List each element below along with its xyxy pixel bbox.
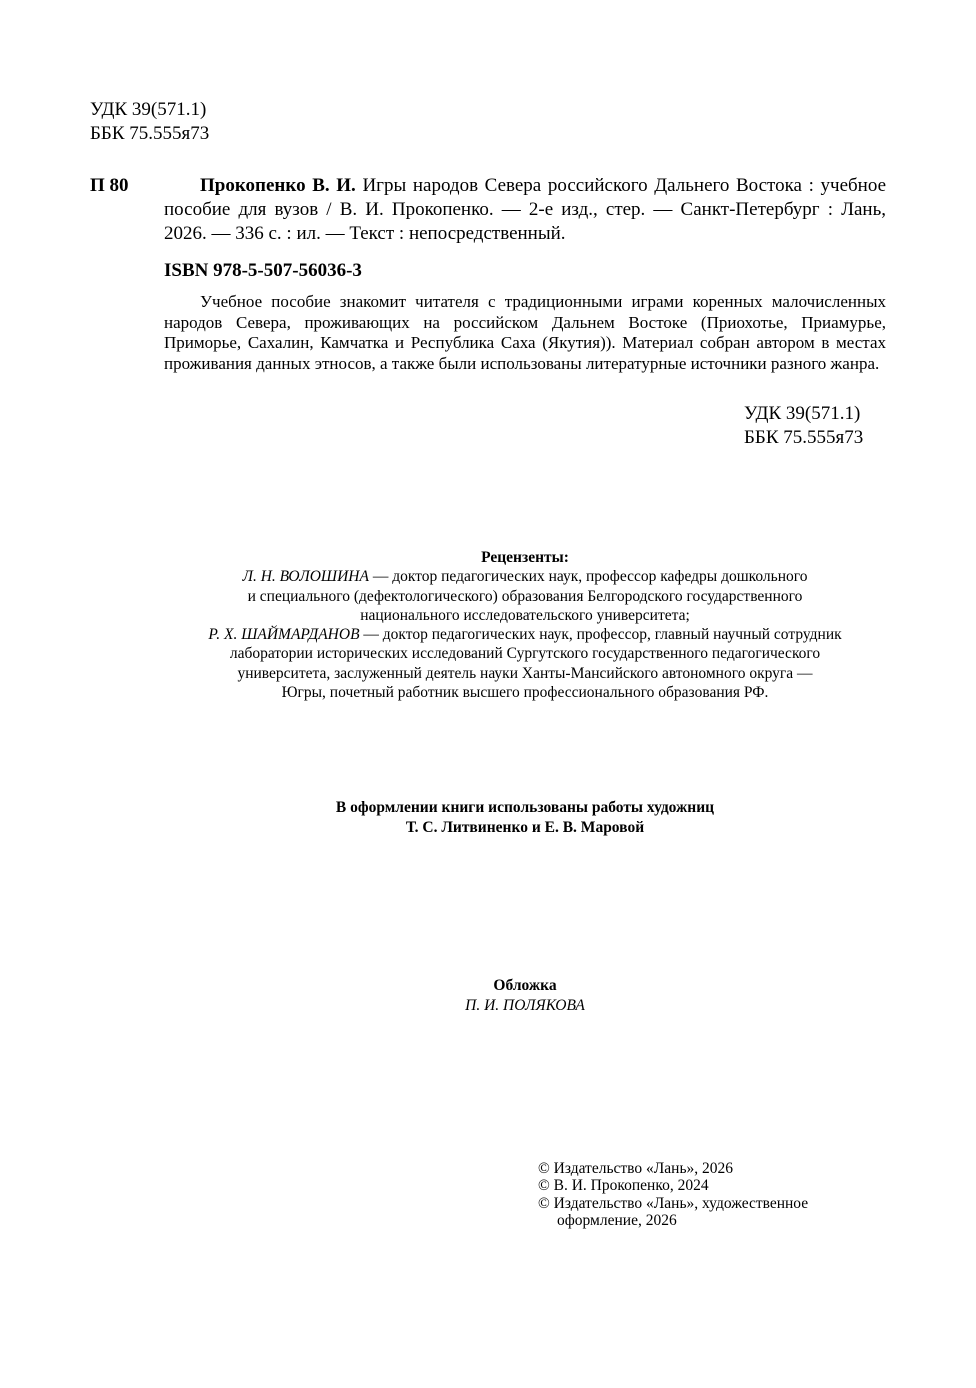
isbn: ISBN 978-5-507-56036-3: [164, 260, 362, 281]
reviewer-1-line: и специального (дефектологического) образования Белгородского государственного: [247, 587, 803, 605]
reviewer-2-line: университета, заслуженный деятель науки Ханты-Мансийского автономного округа —: [237, 664, 813, 682]
reviewer-1-desc: — доктор педагогических наук, профессор кафедры дошкольного: [368, 568, 808, 586]
classification-codes-top: [90, 98, 209, 146]
biblio-author: Прокопенко В. И.: [200, 175, 356, 196]
copyright-line: © Издательство «Лань», 2026: [538, 1160, 734, 1177]
annotation: Учебное пособие знакомит читателя с традиционными играми коренных малочисленных народов Севера, проживающих на российском Дальнем Востоке (Приохотье, Приамурье, Приморье, Сахалин, Камчатка и Республика Саха (Якутия)). Материал собран автором в местах проживания данных этносов, а также были использованы литературные источники разного жанра.: [164, 292, 886, 373]
artists-names: Т. С. Литвиненко и Е. В. Маровой: [405, 818, 645, 836]
reviewer-2-desc: — доктор педагогических наук, профессор, главный научный сотрудник: [359, 626, 842, 644]
reviewer-1-name: Л. Н. ВОЛОШИНА: [242, 568, 369, 586]
author-sign: П 80: [90, 175, 129, 196]
reviewer-1-line: национального исследовательского университета;: [360, 606, 690, 624]
artists-credit: [0, 798, 976, 837]
reviewers-title: Рецензенты:: [481, 549, 569, 566]
cover-credit: [0, 976, 976, 1015]
copyright-block: [538, 1160, 808, 1229]
udk-code: УДК 39(571.1): [90, 99, 207, 120]
reviewer-2-line: лаборатории исторических исследований Сургутского государственного педагогического: [229, 645, 821, 663]
cover-designer: П. И. ПОЛЯКОВА: [465, 996, 585, 1014]
cover-title: Обложка: [493, 977, 557, 994]
copyright-line: © В. И. Прокопенко, 2024: [538, 1177, 709, 1195]
udk-code: УДК 39(571.1): [744, 403, 861, 424]
classification-codes-bottom: [744, 402, 863, 450]
bibliographic-record: [164, 174, 886, 246]
reviewers-block: [0, 548, 976, 702]
copyright-line: оформление, 2026: [557, 1211, 677, 1229]
reviewer-2-line: Югры, почетный работник высшего профессионального образования РФ.: [281, 684, 769, 702]
artists-line: В оформлении книги использованы работы художниц: [335, 799, 715, 816]
bbk-code: ББК 75.555я73: [90, 123, 210, 144]
reviewer-2-name: Р. Х. ШАЙМАРДАНОВ: [208, 626, 360, 644]
reviewer-2: [0, 625, 976, 644]
reviewer-1: [0, 567, 976, 586]
bbk-code: ББК 75.555я73: [744, 427, 864, 448]
copyright-line: © Издательство «Лань», художественное: [538, 1194, 809, 1212]
biblio-description: Игры народов Севера российского Дальнего Востока : учебное пособие для вузов / В. И. Прокопенко. — 2-е изд., стер. — Санкт-Петербург : Лань, 2026. — 336 с. : ил. — Текст : непосредственный.: [164, 175, 887, 244]
